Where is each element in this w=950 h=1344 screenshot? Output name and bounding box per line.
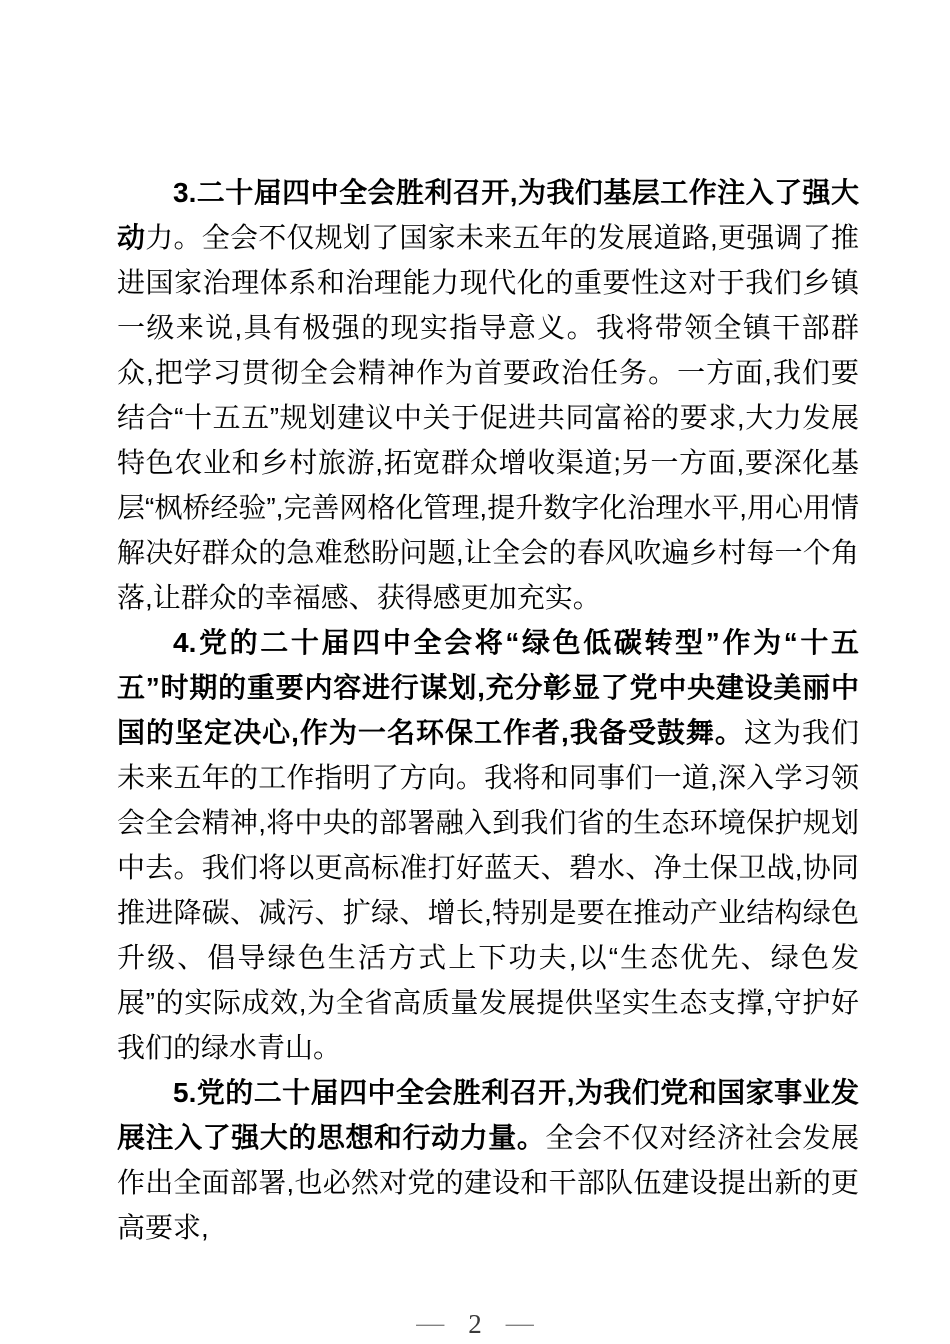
- paragraph-3: [117, 170, 859, 620]
- paragraph-5-lead: 5.党的二十届四中全会胜利召开,为我们党和国家事业发展注入了强大的思想和行动力量。: [117, 1077, 859, 1153]
- paragraph-3-body: 力。全会不仅规划了国家未来五年的发展道路,更强调了推进国家治理体系和治理能力现代化的重要性这对于我们乡镇一级来说,具有极强的现实指导意义。我将带领全镇干部群众,把学习贯彻全会精神作为首要政治任务。一方面,我们要结合“十五五”规划建议中关于促进共同富裕的要求,大力发展特色农业和乡村旅游,拓宽群众增收渠道;另一方面,要深化基层“枫桥经验”,完善网格化管理,提升数字化治理水平,用心用情解决好群众的急难愁盼问题,让全会的春风吹遍乡村每一个角落,让群众的幸福感、获得感更加充实。: [117, 222, 859, 613]
- footer-dash-right: —: [505, 1308, 534, 1339]
- paragraph-5-body: 全会不仅对经济社会发展作出全面部署,也必然对党的建设和干部队伍建设提出新的更高要求,: [117, 1122, 859, 1243]
- paragraph-4: [117, 620, 859, 1070]
- paragraph-4-lead: 4.党的二十届四中全会将“绿色低碳转型”作为“十五五”时期的重要内容进行谋划,充分彰显了党中央建设美丽中国的坚定决心,作为一名环保工作者,我备受鼓舞。: [117, 627, 859, 748]
- page-footer: [0, 1310, 950, 1338]
- paragraph-5: [117, 1070, 859, 1250]
- document-body: [117, 170, 859, 1250]
- page-number: 2: [468, 1308, 482, 1339]
- footer-dash-left: —: [416, 1308, 445, 1339]
- paragraph-3-lead: 3.二十届四中全会胜利召开,为我们基层工作注入了强大动: [117, 177, 859, 253]
- paragraph-4-body: 这为我们未来五年的工作指明了方向。我将和同事们一道,深入学习领会全会精神,将中央的部署融入到我们省的生态环境保护规划中去。我们将以更高标准打好蓝天、碧水、净土保卫战,协同推进降碳、减污、扩绿、增长,特别是要在推动产业结构绿色升级、倡导绿色生活方式上下功夫,以“生态优先、绿色发展”的实际成效,为全省高质量发展提供坚实生态支撑,守护好我们的绿水青山。: [117, 717, 859, 1063]
